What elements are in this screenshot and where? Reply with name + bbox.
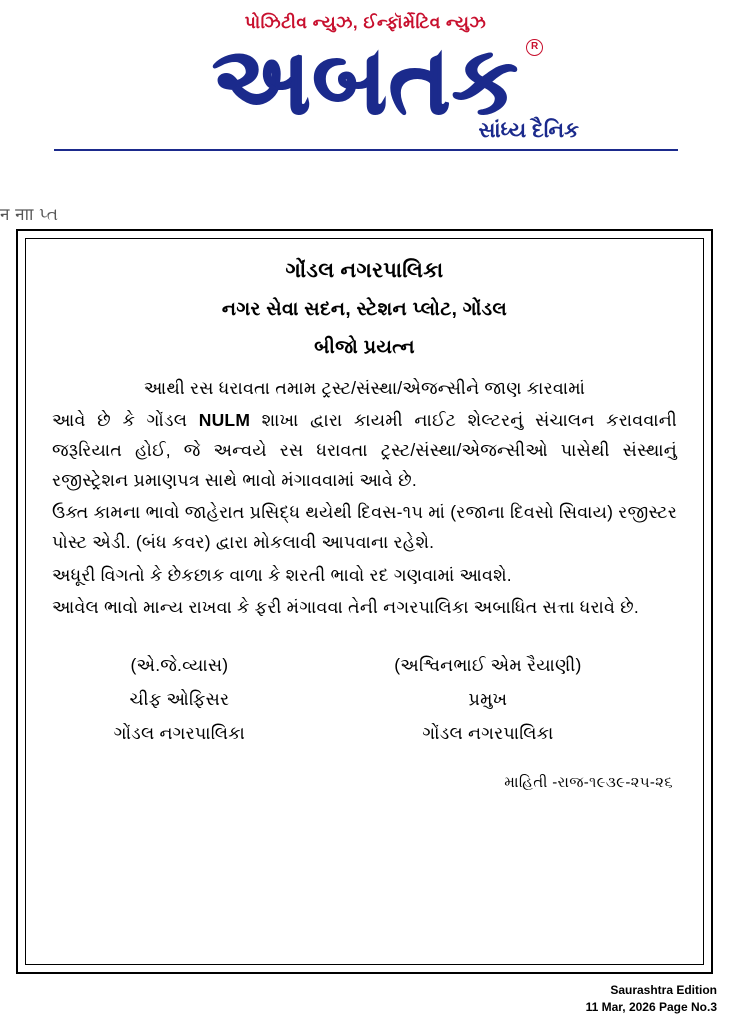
registered-trademark-icon: R	[526, 39, 543, 56]
masthead-tagline: પોઝિટીવ ન્યુઝ, ઈન્ફૉર્મેટિવ ન્યુઝ	[244, 13, 487, 32]
masthead-title-wrap	[211, 27, 539, 133]
notice-body	[52, 373, 677, 622]
masthead-divider	[54, 149, 678, 151]
notice-reference-number: માહિતી -રાજ-૧૯૩૯-૨૫-૨૬	[504, 774, 673, 792]
signature-chief-officer-designation: ચીફ ઓફિસર	[129, 688, 230, 709]
signature-chief-officer-name: (એ.જે.વ્યાસ)	[130, 654, 229, 675]
signature-president-designation: પ્રમુખ	[468, 688, 508, 709]
signature-president-name: (અશ્વિનભાઈ એમ રૈયાણી)	[394, 654, 582, 675]
page-edge-text: न नाा પ્ત	[0, 205, 59, 224]
masthead-subtitle: સાંધ્ય દૈનિક	[478, 118, 579, 142]
public-notice-inner-border	[25, 238, 704, 965]
notice-paragraph-4: આવેલ ભાવો માન્ય રાખવા કે ફરી મંગાવવા તેની નગરપાલિકા અબાધિત સત્તા ધરાવે છે.	[52, 596, 639, 617]
signature-president	[303, 648, 673, 750]
signature-block	[52, 648, 677, 750]
footer-date-page: 11 Mar, 2026 Page No.3	[585, 1000, 717, 1015]
notice-paragraph-3: અધૂરી વિગતો કે છેકછાક વાળા કે શરતી ભાવો રદ ગણવામાં આવશે.	[52, 564, 512, 585]
notice-paragraph-2: ઉક્ત કામના ભાવો જાહેરાત પ્રસિદ્ધ થયેથી દિવસ-૧૫ માં (રજાના દિવસો સિવાય) રજીસ્ટર પોસ્ટ એડી. (બંધ કવર) દ્વારા મોકલાવી આપવાના રહેશે.	[52, 502, 677, 553]
page-footer	[586, 982, 717, 1017]
newspaper-masthead	[0, 0, 731, 151]
notice-heading-address: નગર સેવા સદન, સ્ટેશન પ્લોટ, ગોંડલ	[221, 299, 508, 320]
signature-chief-officer	[56, 648, 303, 750]
masthead-title: અબતક	[211, 27, 520, 133]
notice-heading-municipality: ગોંડલ નગરપાલિકા	[285, 259, 444, 282]
notice-paragraph-1-part-b: શાખા દ્વારા કાયમી નાઈટ શેલ્ટરનું સંચાલન કરાવવાની જરૂરિયાત હોઈ, જે અન્વયે રસ ધરાવતા ટ્રસ્ટ/સંસ્થા/એજન્સીઓ પાસેથી સંસ્થાનું રજીસ્ટ્રેશન પ્રમાણપત્ર સાથે ભાવો મંગાવવામાં આવે છે.	[52, 410, 678, 491]
notice-heading-attempt: બીજો પ્રયત્ન	[314, 337, 415, 358]
scheme-name-nulm: NULM	[198, 410, 251, 431]
footer-edition: Saurashtra Edition	[610, 983, 717, 997]
signature-chief-officer-office: ગોંડલ નગરપાલિકા	[113, 723, 245, 743]
notice-paragraph-1-part-a: આવે છે કે ગોંડલ	[52, 410, 199, 431]
notice-paragraph-lead: આથી રસ ધરાવતા તમામ ટ્રસ્ટ/સંસ્થા/એજન્સીને જાણ કારવામાં	[143, 378, 586, 398]
signature-president-office: ગોંડલ નગરપાલિકા	[422, 723, 554, 743]
public-notice-box	[16, 229, 713, 974]
notice-paragraph-1	[52, 405, 677, 495]
